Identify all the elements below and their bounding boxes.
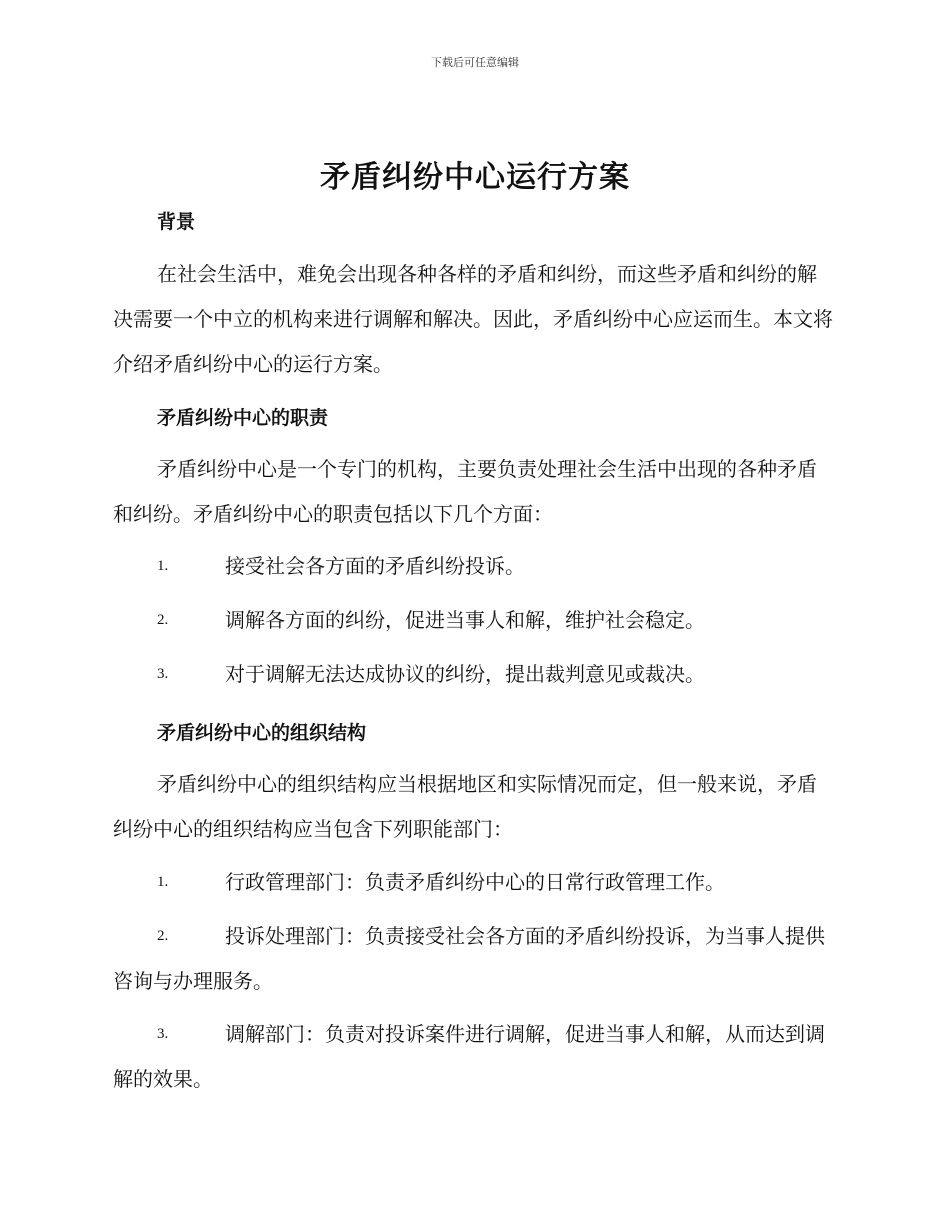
list-item-text: 调解部门：负责对投诉案件进行调解，促进当事人和解，从而达到调解的效果。 [113, 1022, 825, 1091]
list-item-number: 1. [157, 558, 169, 574]
list-item-number: 2. [157, 612, 169, 628]
section-heading-structure: 矛盾纠纷中心的组织结构 [157, 722, 367, 744]
document-title: 矛盾纠纷中心运行方案 [320, 160, 630, 195]
section-paragraph-duties: 矛盾纠纷中心是一个专门的机构，主要负责处理社会生活中出现的各种矛盾和纠纷。矛盾纠纷中心的职责包括以下几个方面： [113, 457, 817, 526]
list-item-number: 2. [157, 928, 169, 944]
section-paragraph-structure: 矛盾纠纷中心的组织结构应当根据地区和实际情况而定，但一般来说，矛盾纠纷中心的组织结构应当包含下列职能部门： [113, 772, 817, 841]
list-item [113, 544, 833, 589]
list-item-number: 3. [157, 1026, 169, 1042]
list-item-text: 接受社会各方面的矛盾纠纷投诉。 [225, 554, 525, 578]
list-item [113, 598, 833, 643]
section-heading-duties: 矛盾纠纷中心的职责 [157, 407, 329, 429]
list-item [113, 860, 833, 905]
list-item [113, 1012, 833, 1102]
section-paragraph-background: 在社会生活中，难免会出现各种各样的矛盾和纠纷，而这些矛盾和纠纷的解决需要一个中立的机构来进行调解和解决。因此，矛盾纠纷中心应运而生。本文将介绍矛盾纠纷中心的运行方案。 [113, 262, 833, 376]
list-item [113, 914, 833, 1004]
list-item-text: 调解各方面的纠纷，促进当事人和解，维护社会稳定。 [225, 608, 705, 632]
header-note: 下载后可任意编辑 [431, 56, 519, 69]
list-item-text: 对于调解无法达成协议的纠纷，提出裁判意见或裁决。 [225, 662, 705, 686]
list-item-text: 行政管理部门：负责矛盾纠纷中心的日常行政管理工作。 [225, 870, 725, 894]
list-item-number: 1. [157, 874, 169, 890]
list-item [113, 652, 833, 697]
list-item-number: 3. [157, 666, 169, 682]
list-item-text: 投诉处理部门：负责接受社会各方面的矛盾纠纷投诉，为当事人提供咨询与办理服务。 [113, 924, 825, 993]
section-heading-background: 背景 [157, 211, 196, 233]
